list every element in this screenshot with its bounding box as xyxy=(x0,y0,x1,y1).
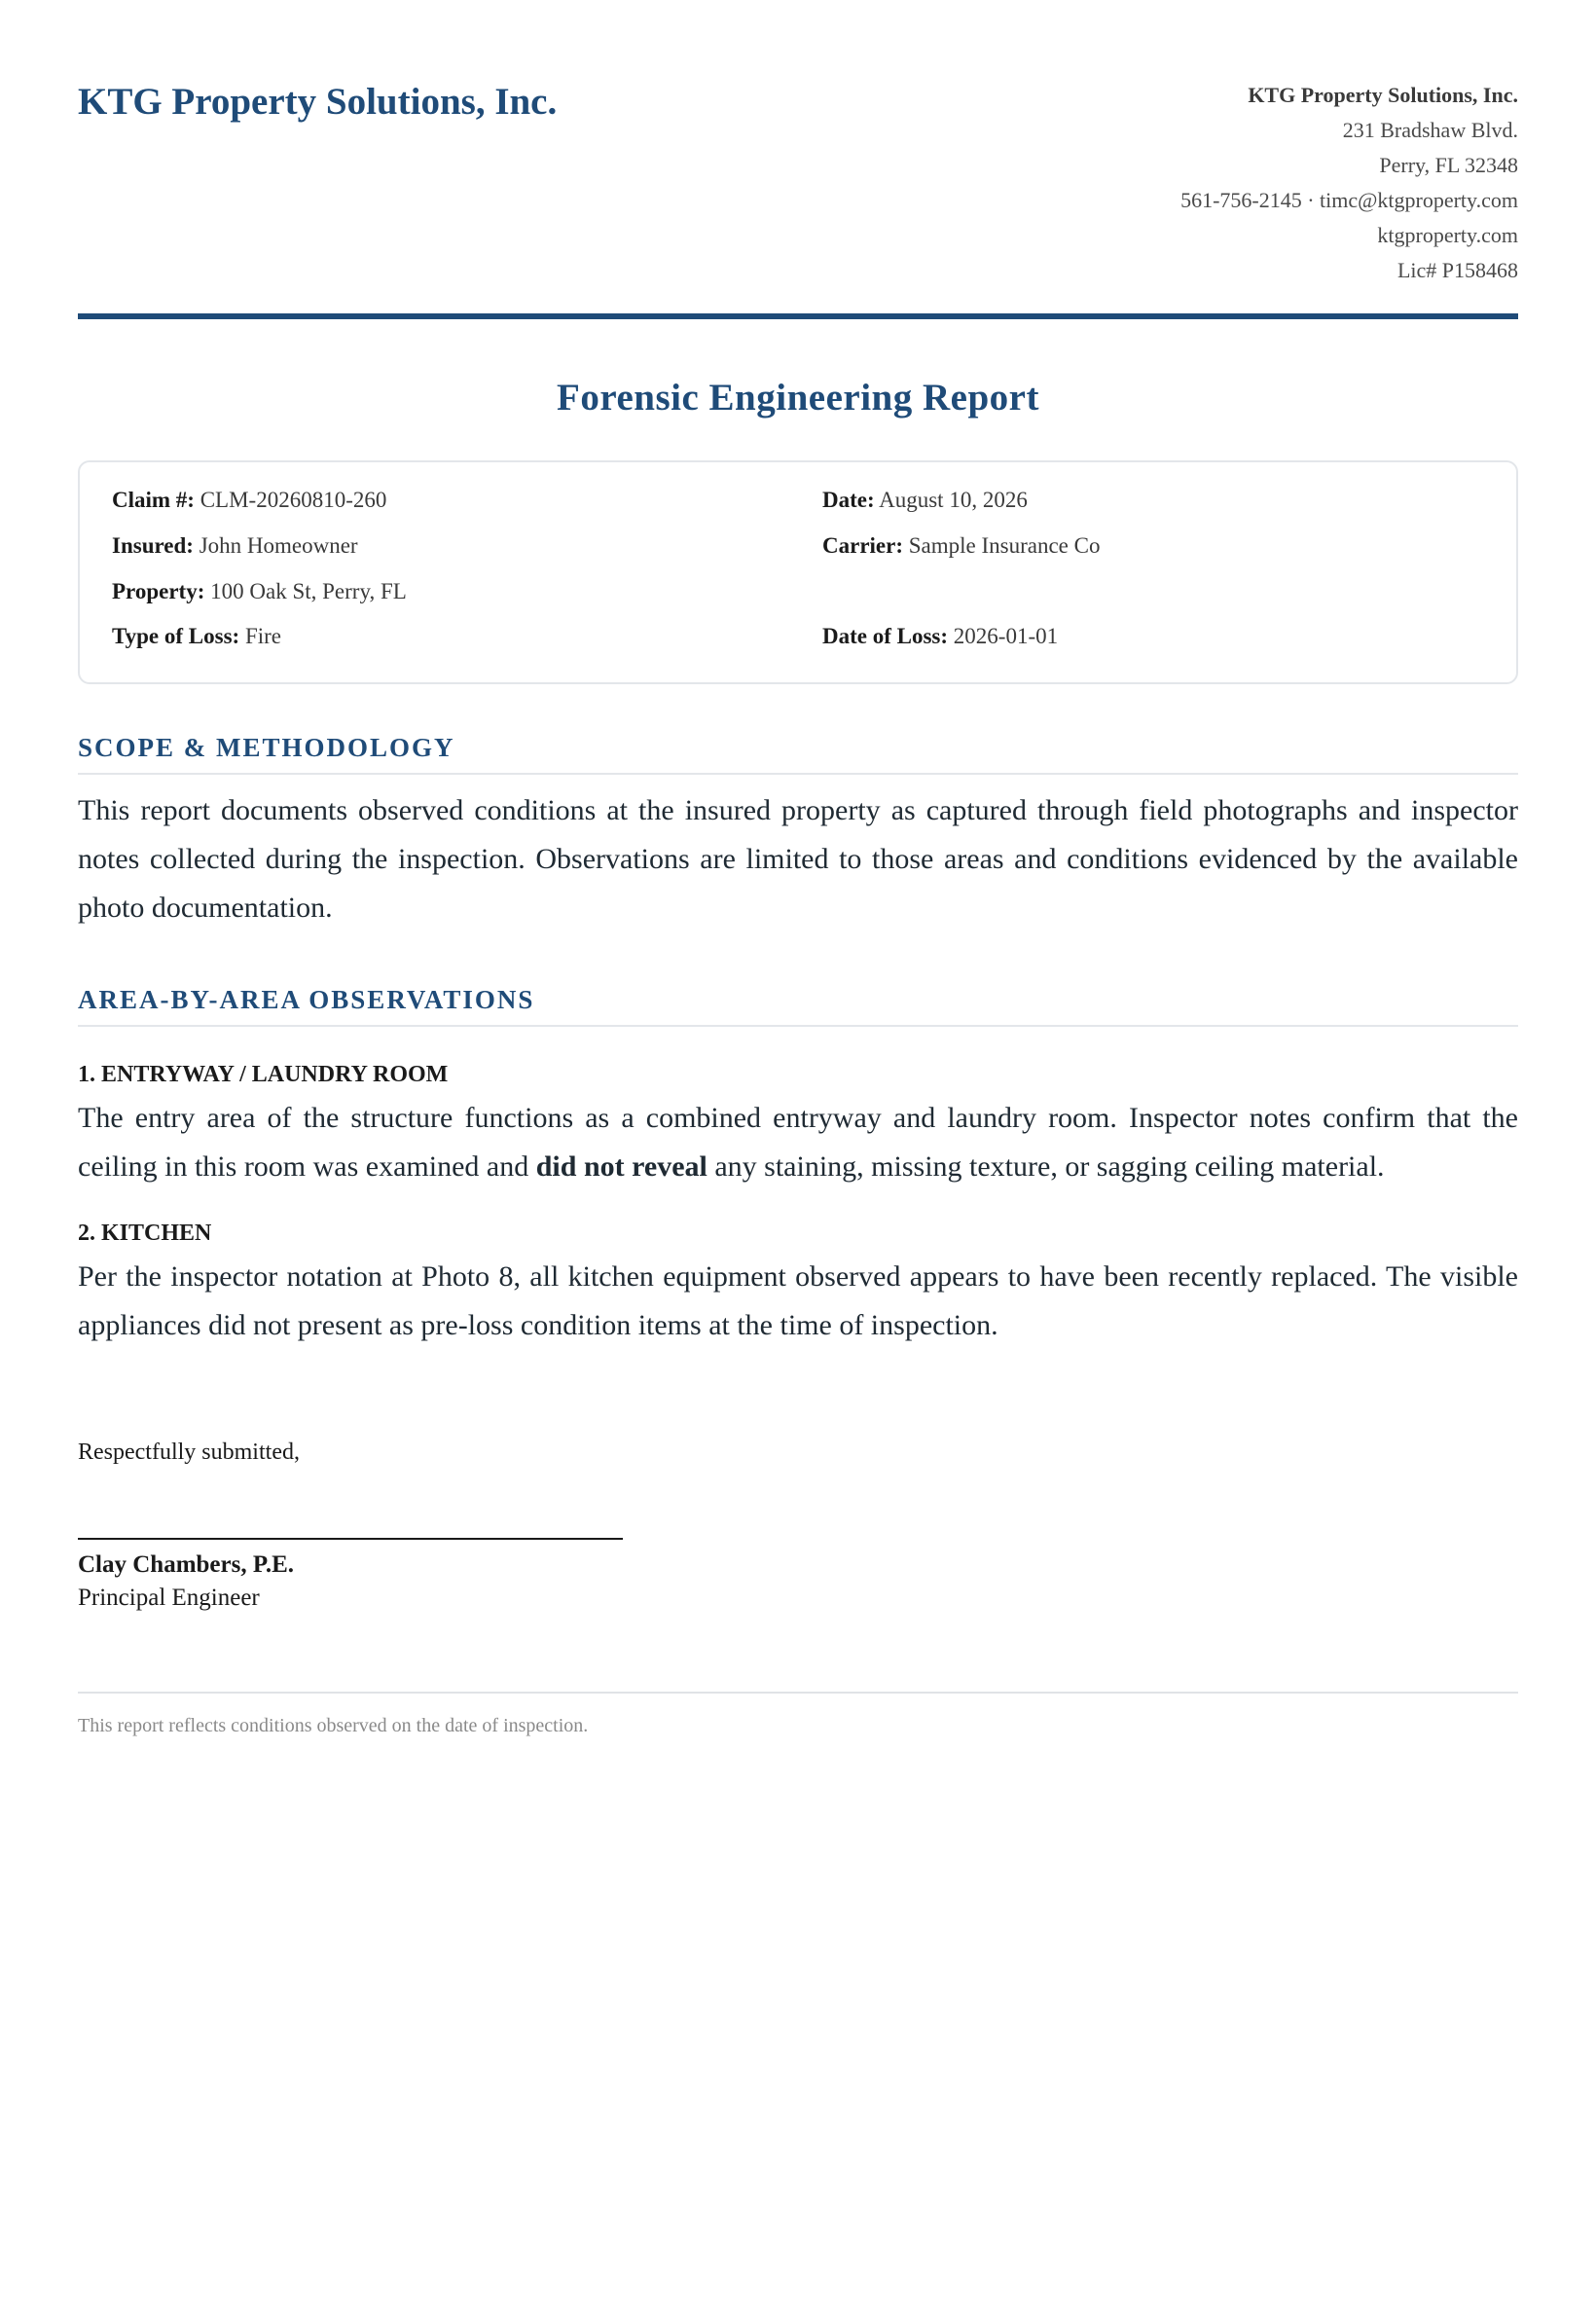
footer-note: This report reflects conditions observed on the date of inspection. xyxy=(78,1715,589,1736)
claim-info-box xyxy=(78,460,1518,684)
contact-phone-email: 561-756-2145 · timc@ktgproperty.com xyxy=(1180,188,1518,212)
company-contact-block xyxy=(1180,78,1518,288)
loss-type: Type of Loss: Fire xyxy=(112,624,282,648)
scope-heading: SCOPE & METHODOLOGY xyxy=(78,733,1518,775)
area-entryway-text: The entry area of the structure functions as a combined entryway and laundry room. Inspector notes confirm that the ceiling in this room was examined and did not reveal any staining, missing texture, or sagging ceiling material. xyxy=(78,1102,1518,1183)
contact-website: ktgproperty.com xyxy=(1377,223,1518,247)
signer-name: Clay Chambers, P.E. xyxy=(78,1551,295,1578)
emphasis-did-not-reveal: did not reveal xyxy=(535,1150,707,1183)
carrier-name: Carrier: Sample Insurance Co xyxy=(822,533,1101,558)
report-title: Forensic Engineering Report xyxy=(557,377,1039,419)
observations-heading: AREA-BY-AREA OBSERVATIONS xyxy=(78,985,1518,1027)
area-kitchen-heading: 2. KITCHEN xyxy=(78,1221,212,1246)
area-kitchen-text: Per the inspector notation at Photo 8, all kitchen equipment observed appears to have been recently replaced. The visible appliances did not present as pre-loss condition items at the time of inspection. xyxy=(78,1260,1518,1341)
claim-number: Claim #: CLM-20260810-260 xyxy=(112,488,387,512)
signature-line xyxy=(78,1538,623,1540)
scope-text: This report documents observed conditions at the insured property as captured through field photographs and inspector notes collected during the inspection. Observations are limited to those areas and conditions evidenced by the available photo documentation. xyxy=(78,794,1518,924)
contact-street: 231 Bradshaw Blvd. xyxy=(1342,118,1518,142)
contact-license: Lic# P158468 xyxy=(1396,258,1518,282)
footer-divider xyxy=(78,1692,1518,1694)
property-address: Property: 100 Oak St, Perry, FL xyxy=(112,579,407,603)
letterhead xyxy=(78,0,1518,323)
report-page xyxy=(78,0,1518,1737)
loss-date: Date of Loss: 2026-01-01 xyxy=(822,624,1059,648)
report-date: Date: August 10, 2026 xyxy=(822,488,1028,512)
signer-title: Principal Engineer xyxy=(78,1585,260,1611)
brand-name: KTG Property Solutions, Inc. xyxy=(78,81,558,123)
area-entryway-heading: 1. ENTRYWAY / LAUNDRY ROOM xyxy=(78,1062,449,1087)
header-divider xyxy=(78,313,1518,319)
contact-company: KTG Property Solutions, Inc. xyxy=(1248,83,1518,107)
closing-text: Respectfully submitted, xyxy=(78,1440,300,1465)
contact-city: Perry, FL 32348 xyxy=(1379,153,1518,177)
insured-name: Insured: John Homeowner xyxy=(112,533,358,558)
